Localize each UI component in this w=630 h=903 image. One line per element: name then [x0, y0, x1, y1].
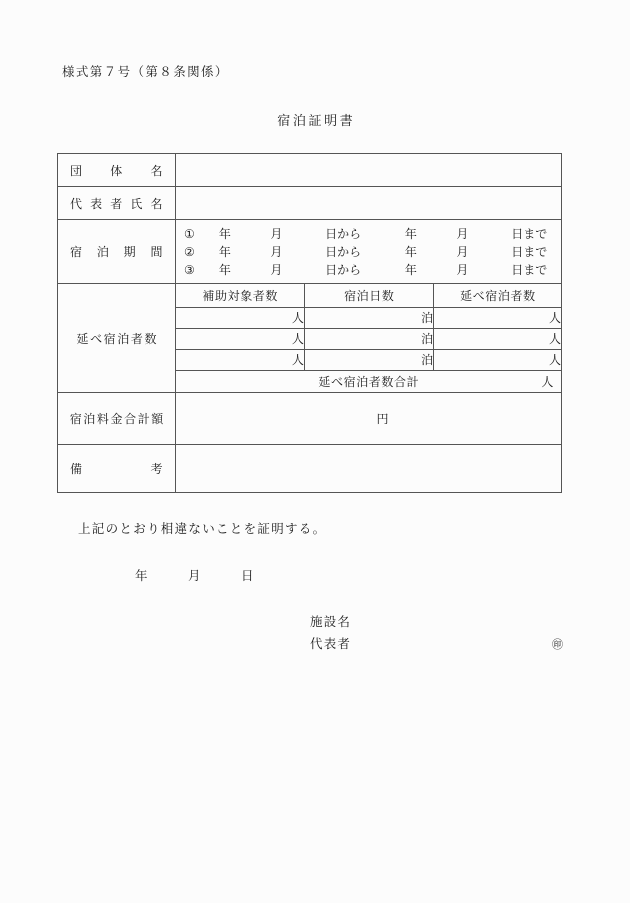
total-guest-nights-wrap — [176, 373, 561, 390]
facility-name-label: 施設名 — [310, 614, 352, 629]
cell-subsidy-targets-3[interactable]: 人 — [176, 349, 304, 370]
guest-nights-table — [176, 284, 561, 392]
header-subsidy-targets: 補助対象者数 — [176, 284, 304, 307]
stay-period-row-2[interactable] — [176, 243, 561, 261]
cell-subsidy-targets-1[interactable]: 人 — [176, 307, 304, 328]
period-year-from-2: 年 — [218, 245, 231, 259]
period-day-to-1: 日まで — [511, 227, 548, 241]
period-year-to-1: 年 — [404, 227, 417, 241]
label-remarks-text: 備考 — [70, 462, 163, 476]
label-group-name — [58, 154, 176, 187]
guest-table-row[interactable] — [176, 328, 561, 349]
label-total-guest-nights-text: 延べ宿泊者数 — [76, 331, 159, 346]
period-day-from-1: 日から — [325, 227, 362, 241]
period-month-from-2: 月 — [270, 245, 283, 259]
cell-guest-nights-3[interactable]: 人 — [434, 349, 561, 370]
date-year-label: 年 — [135, 568, 148, 583]
field-total-fee[interactable] — [176, 393, 562, 445]
stay-period-row-3[interactable] — [176, 261, 561, 279]
period-year-from-1: 年 — [218, 227, 231, 241]
label-representative-name-text: 代表者氏名 — [70, 196, 163, 211]
date-month-label: 月 — [187, 568, 201, 583]
table-row-representative-name — [58, 187, 562, 220]
cell-guest-nights-2[interactable]: 人 — [434, 328, 561, 349]
period-month-to-1: 月 — [456, 227, 469, 241]
field-remarks[interactable] — [176, 445, 562, 493]
period-day-to-3: 日まで — [511, 263, 548, 277]
header-nights: 宿泊日数 — [304, 284, 433, 307]
period-month-from-3: 月 — [270, 263, 283, 277]
field-representative-name[interactable] — [176, 187, 562, 220]
signature-block — [310, 612, 563, 656]
period-month-to-3: 月 — [456, 263, 469, 277]
certification-statement: 上記のとおり相違ないことを証明する。 — [78, 521, 327, 536]
period-day-from-3: 日から — [325, 263, 362, 277]
representative-label: 代表者 — [310, 636, 352, 651]
period-month-from-1: 月 — [270, 227, 283, 241]
label-stay-period — [58, 220, 176, 284]
label-total-fee — [58, 393, 176, 445]
facility-name-row[interactable] — [310, 612, 351, 634]
guest-nights-subtable-cell — [176, 284, 562, 393]
cell-nights-2[interactable]: 泊 — [304, 328, 433, 349]
period-year-to-3: 年 — [404, 263, 417, 277]
stay-period-rows — [176, 221, 561, 283]
table-row-remarks — [58, 445, 562, 493]
document-title: 宿泊証明書 — [277, 114, 356, 129]
label-remarks — [58, 445, 176, 493]
guest-table-header-row — [176, 284, 561, 307]
stay-period-row-1[interactable] — [176, 225, 561, 243]
total-guest-nights-label: 延べ宿泊者数合計 — [318, 374, 420, 389]
total-guest-nights-unit: 人 — [541, 374, 554, 389]
period-day-to-2: 日まで — [511, 245, 548, 259]
cell-subsidy-targets-2[interactable]: 人 — [176, 328, 304, 349]
field-group-name[interactable] — [176, 154, 562, 187]
representative-row[interactable] — [310, 634, 563, 656]
label-group-name-text: 団体名 — [70, 163, 163, 178]
seal-icon: ㊞ — [552, 638, 563, 651]
period-year-from-3: 年 — [218, 263, 231, 277]
field-stay-period — [176, 220, 562, 284]
cell-guest-nights-1[interactable]: 人 — [434, 307, 561, 328]
date-day-label: 日 — [240, 568, 254, 583]
guest-table-row[interactable] — [176, 349, 561, 370]
period-marker-2: ② — [184, 244, 195, 259]
cell-nights-1[interactable]: 泊 — [304, 307, 433, 328]
table-row-group-name — [58, 154, 562, 187]
guest-table-row[interactable] — [176, 307, 561, 328]
period-month-to-2: 月 — [456, 245, 469, 259]
period-marker-3: ③ — [184, 262, 195, 277]
label-total-guest-nights — [58, 284, 176, 393]
table-row-total-fee — [58, 393, 562, 445]
certificate-table — [57, 153, 562, 493]
label-total-fee-text: 宿泊料金合計額 — [69, 412, 165, 426]
header-guest-nights: 延べ宿泊者数 — [434, 284, 561, 307]
form-number: 様式第７号（第８条関係） — [62, 64, 229, 79]
period-marker-1: ① — [184, 226, 195, 241]
guest-table-total-row[interactable] — [176, 370, 561, 392]
total-guest-nights-cell[interactable] — [176, 370, 561, 392]
label-stay-period-text: 宿泊期間 — [70, 245, 163, 259]
table-row-guest-nights — [58, 284, 562, 393]
signature-date-line[interactable] — [135, 566, 253, 584]
fee-currency-unit: 円 — [376, 412, 389, 426]
label-representative-name — [58, 187, 176, 220]
cell-nights-3[interactable]: 泊 — [304, 349, 433, 370]
table-row-stay-period — [58, 220, 562, 284]
period-day-from-2: 日から — [325, 245, 362, 259]
period-year-to-2: 年 — [404, 245, 417, 259]
